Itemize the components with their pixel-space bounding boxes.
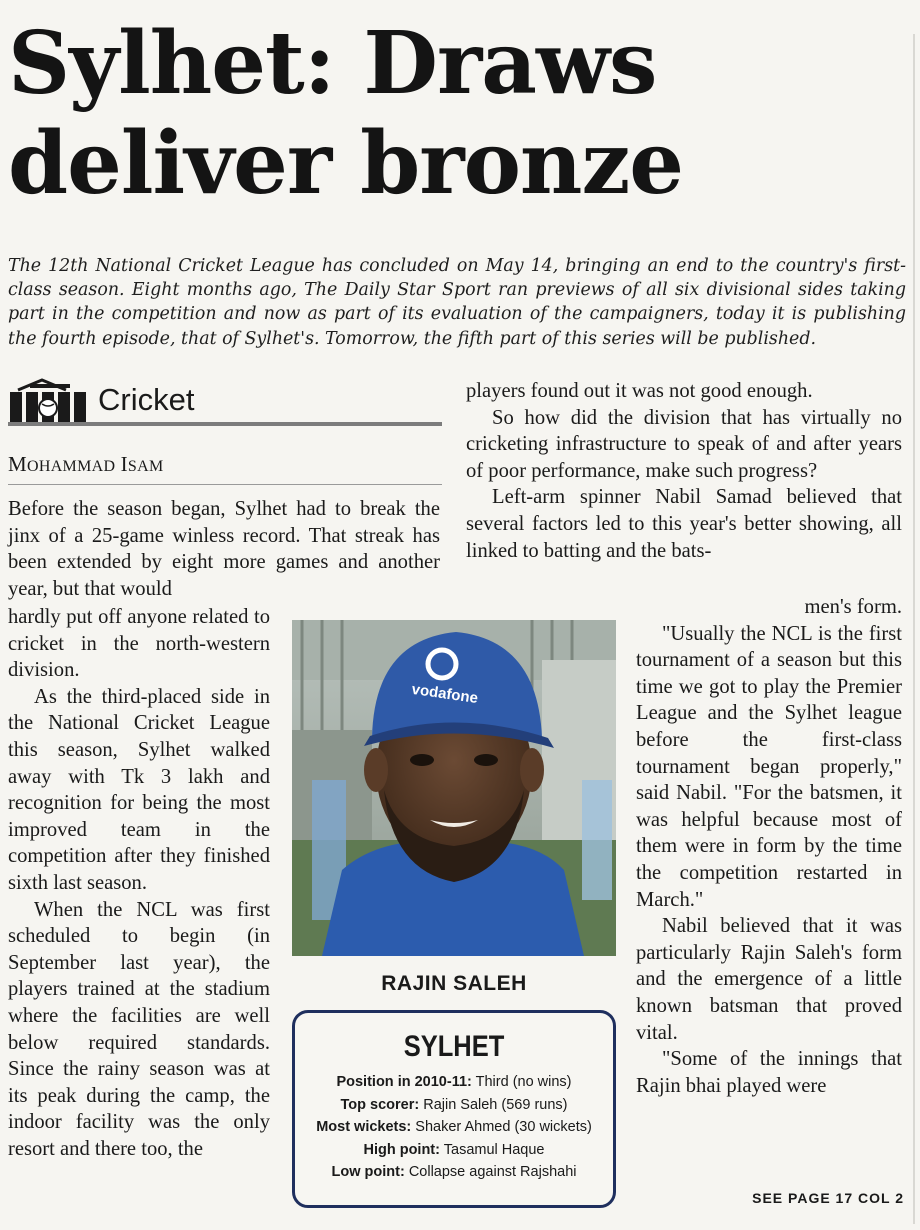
paragraph: players found out it was not good enough. bbox=[466, 380, 813, 402]
paragraph: So how did the division that has virtually no cricketing infrastructure to speak of and after years of poor performance, make such progress? bbox=[466, 406, 902, 482]
factbox-row: Position in 2010-11: Third (no wins) bbox=[336, 1074, 572, 1090]
byline-rule bbox=[8, 484, 442, 485]
factbox-row: Top scorer: Rajin Saleh (569 runs) bbox=[340, 1096, 568, 1113]
factbox-row: High point: Tasamul Haque bbox=[363, 1141, 545, 1158]
column-2-top bbox=[466, 378, 902, 564]
paragraph: "Usually the NCL is the first tournament of a season but this time we got to play the Premier League and the Sylhet league before the first-class tournament began properly," said Nabil. "For the batsmen, it was helpful because most of them were in form by the time the competition restarted in March." bbox=[636, 622, 902, 911]
cricket-stumps-icon bbox=[8, 378, 92, 426]
paragraph: Nabil believed that it was particularly Rajin Saleh's form and the emergence of a little known batsman that proved vital. bbox=[636, 915, 902, 1044]
paragraph: Left-arm spinner Nabil Samad believed that several factors led to this year's better showing, all linked to batting and the bats- bbox=[466, 486, 902, 562]
paragraph: men's form. bbox=[804, 596, 902, 618]
paragraph: "Some of the innings that Rajin bhai played were bbox=[636, 1048, 902, 1097]
page-edge bbox=[913, 34, 915, 1224]
player-photo-image bbox=[292, 620, 616, 956]
factbox-row: Most wickets: Shaker Ahmed (30 wickets) bbox=[316, 1119, 592, 1135]
section-rule bbox=[8, 422, 442, 426]
paragraph: Before the season began, Sylhet had to break the jinx of a 25-game winless record. That streak has been extended by eight more games and another year, but that would bbox=[8, 498, 440, 600]
factbox-row: Low point: Collapse against Rajshahi bbox=[331, 1164, 577, 1180]
factbox-title: SYLHET bbox=[403, 1030, 505, 1063]
player-photo bbox=[292, 620, 616, 956]
paragraph: When the NCL was first scheduled to begin (in September last year), the players trained at the stadium where the facilities are well below required standards. Since the rainy season was at its peak during the camp, the indoor facility was the only resort and there too, the bbox=[8, 898, 270, 1160]
section-logo bbox=[8, 378, 442, 430]
intro-blurb: The 12th National Cricket League has concluded on May 14, bringing an end to the country's first-class season. Eight months ago, The Daily Star Sport ran previews of all six divisional sides taking part in the competition and now as part of its evaluation of the campaigners, today it is publishing the fourth episode, that of Sylhet's. Tomorrow, the fifth part of this series will be published. bbox=[8, 256, 906, 349]
section-label: Cricket bbox=[98, 382, 195, 417]
paragraph: As the third-placed side in the National Cricket League this season, Sylhet walked away with Tk 3 lakh and recognition for being the most improved team in the competition after they finished sixth last season. bbox=[8, 685, 270, 894]
column-1-narrow bbox=[8, 604, 270, 1162]
team-factbox bbox=[292, 1010, 616, 1208]
headline-line-1: Sylhet: Draws bbox=[8, 13, 657, 114]
cap-brand-text: vodafone bbox=[410, 680, 480, 707]
photo-caption: RAJIN SALEH bbox=[381, 972, 527, 995]
continued-on-note: SEE PAGE 17 COL 2 bbox=[752, 1190, 904, 1206]
column-1-top bbox=[8, 496, 440, 602]
byline: MOHAMMAD ISAM bbox=[8, 452, 164, 476]
column-2-narrow bbox=[636, 594, 902, 1099]
headline-line-2: deliver bronze bbox=[8, 113, 684, 214]
headline bbox=[8, 14, 908, 214]
paragraph: hardly put off anyone related to cricket in the north-western division. bbox=[8, 606, 270, 682]
